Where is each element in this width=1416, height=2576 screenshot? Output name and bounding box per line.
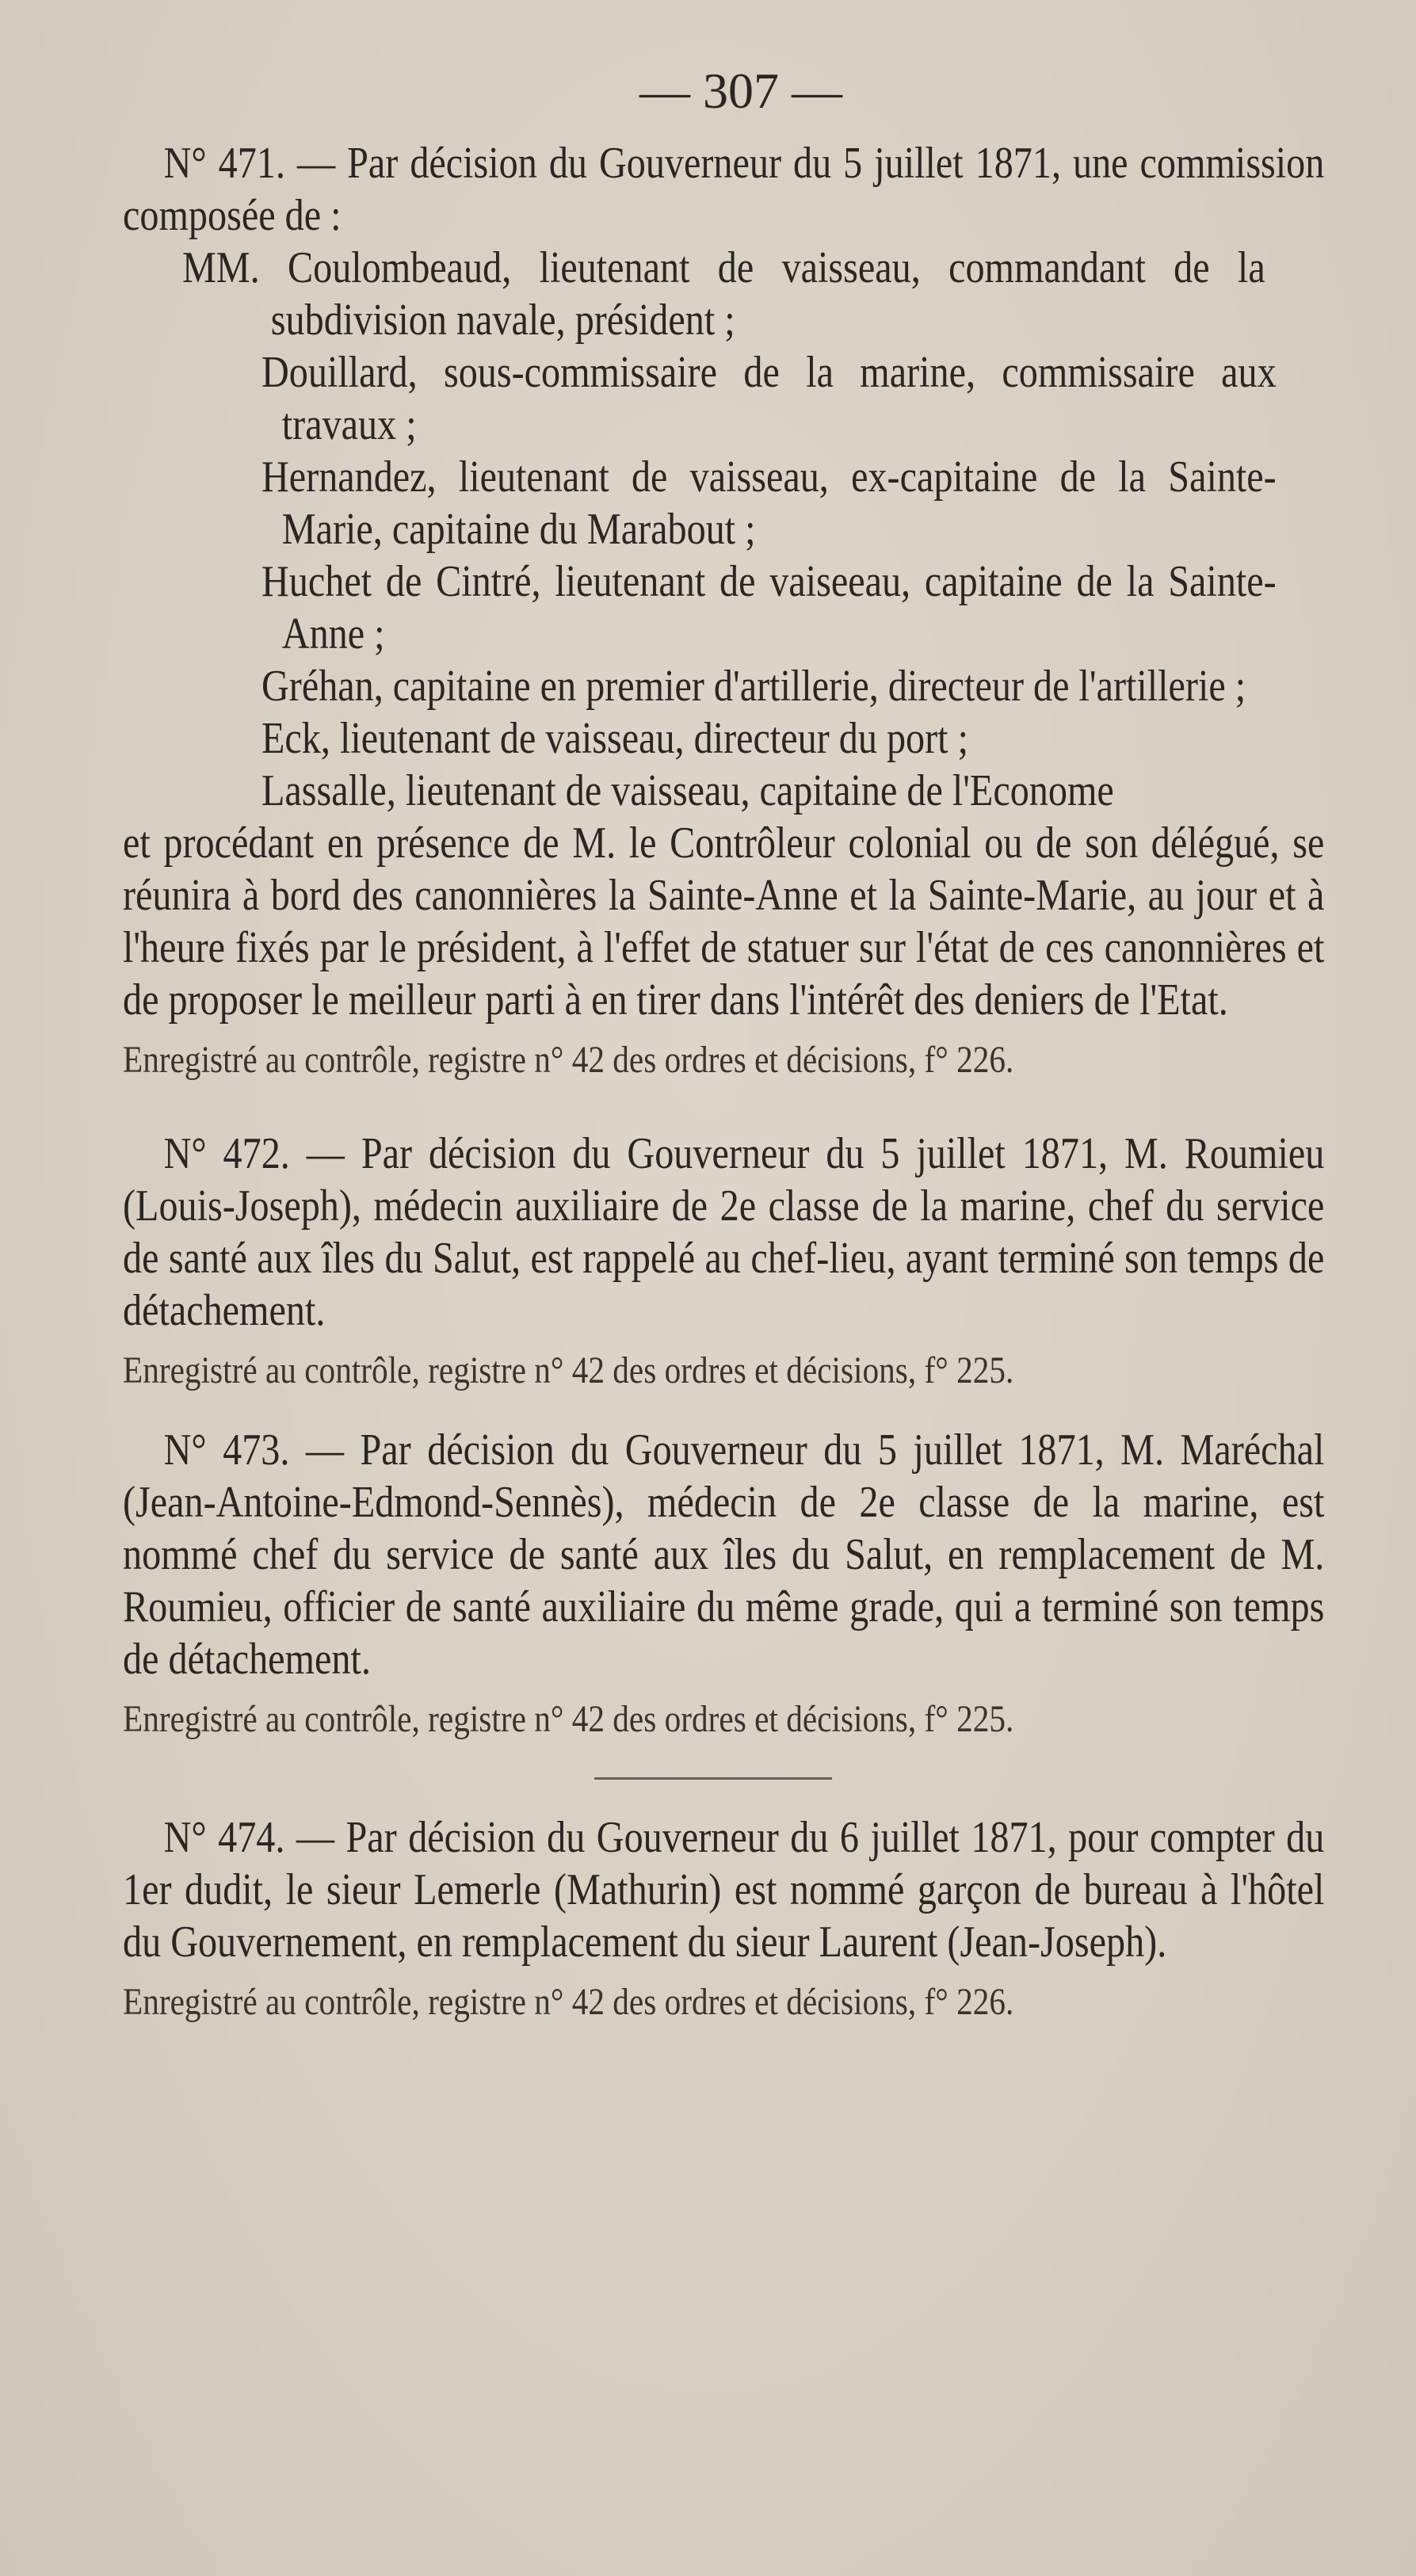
- registration-note: Enregistré au contrôle, registre n° 42 des ordres et décisions, f° 226.: [123, 1981, 1014, 2023]
- spacer: [123, 1397, 1327, 1424]
- commission-member: Huchet de Cintré, lieutenant de vaiseeau, capitaine de la Sainte-Anne ;: [261, 557, 1277, 658]
- commission-member: Lassalle, lieutenant de vaisseau, capitaine de l'Econome: [261, 766, 1114, 815]
- entry-472: [123, 1128, 1327, 1397]
- entry-474-text: N° 474. — Par décision du Gouverneur du 6 juillet 1871, pour compter du 1er dudit, le sieur Lemerle (Mathurin) est nommé garçon de bureau à l'hôtel du Gouvernement, en remplacement du sieur Laurent (Jean-Joseph).: [123, 1813, 1325, 1967]
- page-number: — 307 —: [639, 63, 842, 119]
- commission-member: Gréhan, capitaine en premier d'artillerie, directeur de l'artillerie ;: [261, 662, 1246, 711]
- entry-472-text: N° 472. — Par décision du Gouverneur du 5 juillet 1871, M. Roumieu (Louis-Joseph), médecin auxiliaire de 2e classe de la marine, chef du service de santé aux îles du Salut, est rappelé au chef-lieu, ayant terminé son temps de détachement.: [123, 1129, 1325, 1335]
- section-divider: [594, 1777, 832, 1780]
- entry-473-text: N° 473. — Par décision du Gouverneur du 5 juillet 1871, M. Maréchal (Jean-Antoine-Edmond-Sennès), médecin de 2e classe de la marine, est nommé chef du service de santé aux îles du Salut, en remplacement de M. Roumieu, officier de santé auxiliaire du même grade, qui a terminé son temps de détachement.: [123, 1425, 1325, 1684]
- registration-note: Enregistré au contrôle, registre n° 42 des ordres et décisions, f° 226.: [123, 1039, 1014, 1081]
- commission-member: MM. Coulombeaud, lieutenant de vaisseau, commandant de la subdivision navale, président ;: [182, 243, 1265, 345]
- entry-471-intro: N° 471. — Par décision du Gouverneur du 5 juillet 1871, une commission composée de :: [123, 139, 1325, 240]
- commission-member: Douillard, sous-commissaire de la marine, commissaire aux travaux ;: [261, 348, 1277, 449]
- commission-member: Eck, lieutenant de vaisseau, directeur du port ;: [261, 714, 968, 763]
- registration-note: Enregistré au contrôle, registre n° 42 des ordres et décisions, f° 225.: [123, 1698, 1014, 1740]
- entry-471-conclusion: et procédant en présence de M. le Contrôleur colonial ou de son délégué, se réunira à bord des canonnières la Sainte-Anne et la Sainte-Marie, au jour et à l'heure fixés par le président, à l'effet de statuer sur l'état de ces canonnières et de proposer le meilleur parti à en tirer dans l'intérêt des deniers de l'Etat.: [123, 819, 1325, 1025]
- page-content: [123, 59, 1327, 2028]
- entry-473: [123, 1424, 1327, 1746]
- spacer: [123, 1086, 1327, 1128]
- commission-member: Hernandez, lieutenant de vaisseau, ex-capitaine de la Sainte-Marie, capitaine du Marabout ;: [261, 452, 1277, 554]
- registration-note: Enregistré au contrôle, registre n° 42 des ordres et décisions, f° 225.: [123, 1349, 1014, 1391]
- entry-471: [123, 137, 1327, 1086]
- entry-474: [123, 1811, 1327, 2028]
